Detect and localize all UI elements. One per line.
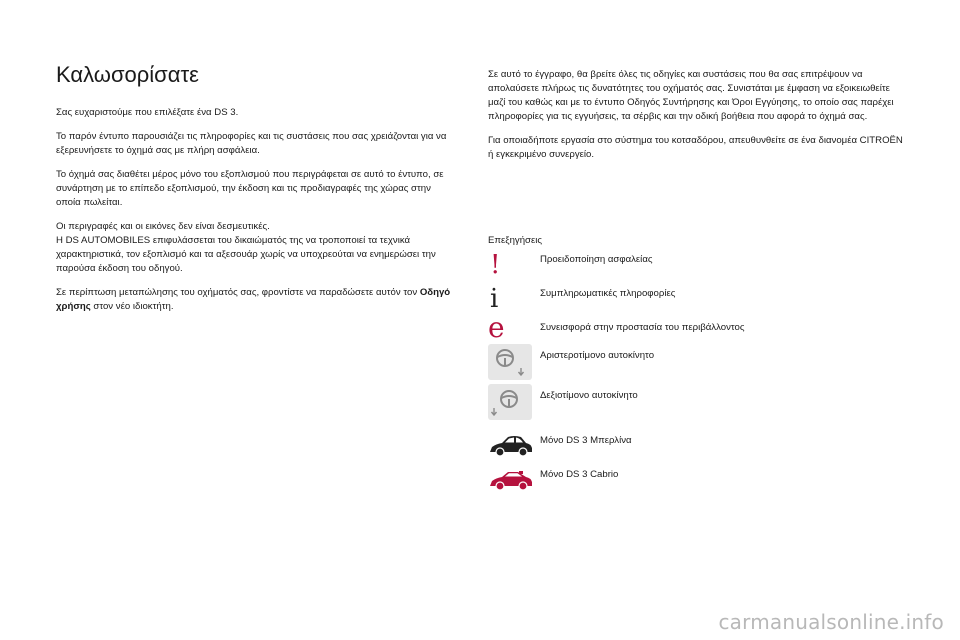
left-hand-drive-icon bbox=[488, 344, 532, 380]
resale-text-end: στον νέο ιδιοκτήτη. bbox=[90, 301, 174, 312]
user-guide-emphasis: Οδηγό χρήσης bbox=[56, 287, 451, 312]
legend-item-warning bbox=[488, 252, 788, 288]
sedan-car-icon bbox=[488, 432, 532, 468]
legend-item-cabrio bbox=[488, 466, 788, 502]
legend-item-rhd bbox=[488, 384, 788, 420]
cabrio-car-icon bbox=[488, 466, 532, 502]
legend-item-lhd bbox=[488, 344, 788, 380]
legend-label: Συμπληρωματικές πληροφορίες bbox=[540, 288, 676, 299]
legend-label: Μόνο DS 3 Μπερλίνα bbox=[540, 435, 632, 446]
legend-item-info bbox=[488, 286, 788, 322]
page-title: Καλωσορίσατε bbox=[56, 62, 199, 87]
resale-text-start: Σε περίπτωση μεταπώλησης του οχήματός σας, φροντίστε να παραδώσετε αυτόν τον bbox=[56, 287, 420, 298]
legend-label: Συνεισφορά στην προστασία του περιβάλλοντος bbox=[540, 322, 745, 333]
left-column bbox=[56, 62, 456, 324]
legend-label: Μόνο DS 3 Cabrio bbox=[540, 469, 619, 480]
equipment-paragraph: Το όχημά σας διαθέτει μέρος μόνο του εξοπλισμού που περιγράφεται σε αυτό το έντυπο, σε συνάρτηση με το επίπεδο εξοπλισμού, την έκδοση και τις προδιαγραφές της χώρας στην οποία πωλείται. bbox=[56, 169, 444, 208]
watermark-text[interactable]: carmanualsonline.info bbox=[718, 610, 944, 634]
thanks-paragraph: Σας ευχαριστούμε που επιλέξατε ένα DS 3. bbox=[56, 107, 239, 118]
document-paragraph: Σε αυτό το έγγραφο, θα βρείτε όλες τις οδηγίες και συστάσεις που θα σας επιτρέψουν να απολαύσετε πλήρως τις δυνατότητες του οχήματός σας. Συνιστάται με έμφαση να εξοικειωθείτε μαζί του καθώς και με το έντυπο Οδηγός Συντήρησης και Όροι Εγγύησης, το οποίο σας παρέχει πληροφορίες για τις εγγυήσεις, τα σέρβις και την οδική βοήθεια που αφορά το όχημά σας. bbox=[488, 69, 894, 122]
legend-item-sedan bbox=[488, 432, 788, 468]
legend-title: Επεξηγήσεις bbox=[488, 235, 543, 246]
environment-icon: e bbox=[488, 311, 505, 344]
towbar-paragraph: Για οποιαδήποτε εργασία στο σύστημα του κοτσαδόρου, απευθυνθείτε σε ένα διανομέα CITROËN ή εγκεκριμένο συνεργείο. bbox=[488, 135, 903, 160]
right-column bbox=[488, 68, 908, 172]
exclamation-icon: ! bbox=[490, 250, 501, 280]
legend-label: Προειδοποίηση ασφαλείας bbox=[540, 254, 653, 265]
info-icon: i bbox=[490, 284, 499, 314]
resale-paragraph bbox=[56, 286, 456, 314]
intro-paragraph: Το παρόν έντυπο παρουσιάζει τις πληροφορίες και τις συστάσεις που σας χρειάζονται για να εξερευνήσετε το όχημά σας με πλήρη ασφάλεια. bbox=[56, 131, 447, 156]
disclaimer-paragraph: Οι περιγραφές και οι εικόνες δεν είναι δεσμευτικές. Η DS AUTOMOBILES επιφυλάσσεται του δικαιώματός της να τροποποιεί τα τεχνικά χαρακτηριστικά, τον εξοπλισμό και τα αξεσουάρ χωρίς να υποχρεούται να ενημερώσει την παρούσα έκδοση του οδηγού. bbox=[56, 221, 436, 274]
legend-label: Αριστεροτίμονο αυτοκίνητο bbox=[540, 350, 655, 361]
legend-label: Δεξιοτίμονο αυτοκίνητο bbox=[540, 390, 638, 401]
right-hand-drive-icon bbox=[488, 384, 532, 420]
